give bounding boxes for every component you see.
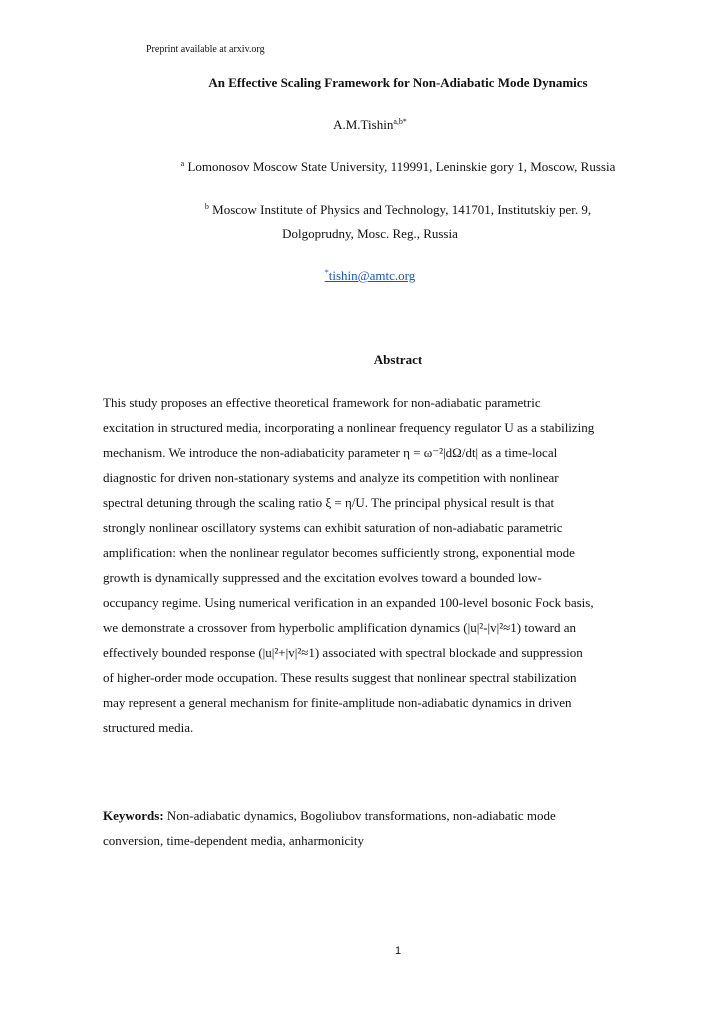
affiliation-a-mark: a	[180, 159, 185, 168]
affiliation-b	[0, 202, 720, 218]
abstract-line: This study proposes an effective theoretical framework for non-adiabatic parametric	[103, 395, 541, 410]
abstract-line: amplification: when the nonlinear regulator becomes sufficiently strong, exponential mode	[103, 545, 575, 560]
email-mark: *	[324, 268, 329, 277]
keywords-line-2: conversion, time-dependent media, anharmonicity	[103, 833, 364, 848]
page-number: 1	[394, 945, 402, 957]
abstract-line: diagnostic for driven non-stationary systems and analyze its competition with nonlinear	[103, 470, 559, 485]
abstract-heading: Abstract	[373, 352, 423, 367]
preprint-note: Preprint available at arxiv.org	[146, 44, 265, 55]
paper-title: An Effective Scaling Framework for Non-Adiabatic Mode Dynamics	[208, 75, 588, 90]
email-link[interactable]	[325, 268, 415, 283]
author-name: A.M.Tishin	[333, 117, 394, 132]
affiliation-b-text-line-2: Dolgoprudny, Mosc. Reg., Russia	[282, 226, 458, 241]
author-marks: a,b*	[393, 117, 407, 126]
abstract-line: effectively bounded response (|u|²+|v|²≈1) associated with spectral blockade and suppression	[103, 645, 583, 660]
abstract-line: of higher-order mode occupation. These results suggest that nonlinear spectral stabilization	[103, 670, 577, 685]
keywords-section	[103, 803, 658, 853]
abstract-line: excitation in structured media, incorporating a nonlinear frequency regulator U as a stabilizing	[103, 420, 595, 435]
affiliation-a	[0, 159, 720, 175]
abstract-line: structured media.	[103, 720, 194, 735]
email-address: tishin@amtc.org	[328, 268, 416, 283]
abstract-line: we demonstrate a crossover from hyperbolic amplification dynamics (|u|²-|v|²≈1) toward an	[103, 620, 576, 635]
abstract-line: mechanism. We introduce the non-adiabaticity parameter η = ω⁻²|dΩ/dt| as a time-local	[103, 445, 558, 460]
affiliation-a-text: Lomonosov Moscow State University, 119991, Leninskie gory 1, Moscow, Russia	[187, 159, 616, 174]
affiliation-b-mark: b	[204, 202, 209, 211]
affiliation-b-text-line-1: Moscow Institute of Physics and Technology, 141701, Institutskiy per. 9,	[212, 202, 592, 217]
abstract-line: growth is dynamically suppressed and the excitation evolves toward a bounded low-	[103, 570, 542, 585]
keywords-label: Keywords:	[103, 808, 164, 823]
abstract-body	[103, 390, 658, 740]
email-line	[0, 268, 720, 284]
abstract-line: strongly nonlinear oscillatory systems can exhibit saturation of non-adiabatic parametric	[103, 520, 563, 535]
abstract-line: occupancy regime. Using numerical verification in an expanded 100-level bosonic Fock basis,	[103, 595, 594, 610]
abstract-line: spectral detuning through the scaling ratio ξ = η/U. The principal physical result is that	[103, 495, 555, 510]
abstract-line: may represent a general mechanism for finite-amplitude non-adiabatic dynamics in driven	[103, 695, 572, 710]
keywords-text: Non-adiabatic dynamics, Bogoliubov transformations, non-adiabatic mode	[166, 808, 556, 823]
keywords-line-1	[103, 803, 658, 828]
author-line	[0, 117, 720, 133]
